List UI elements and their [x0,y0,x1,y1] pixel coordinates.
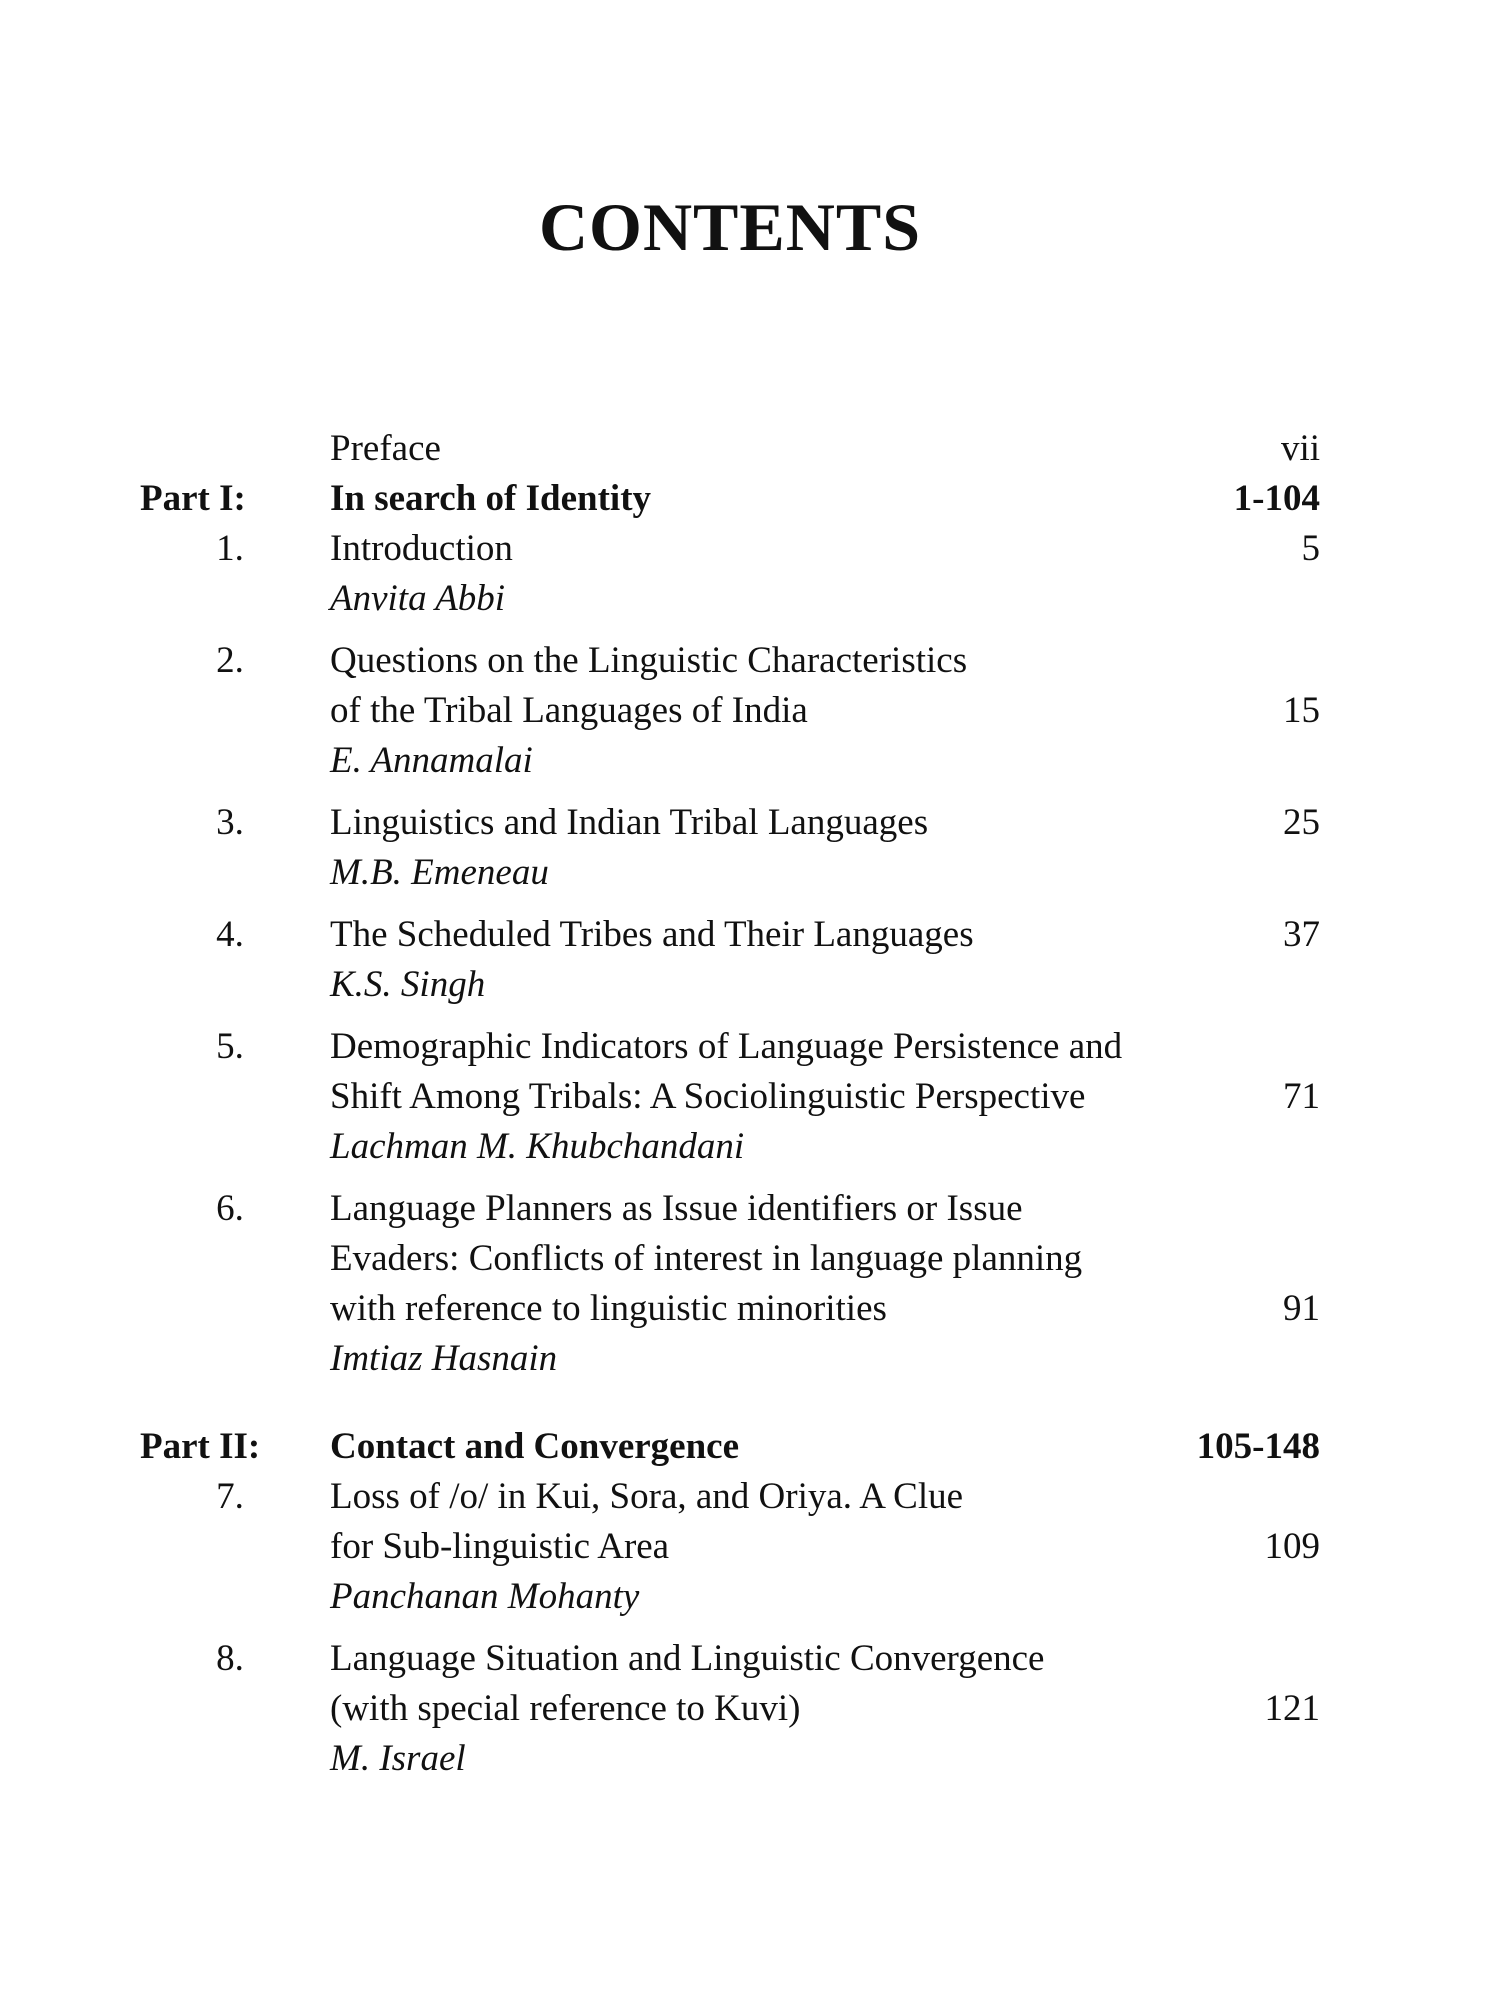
part-2-pages: 105-148 [1196,1426,1320,1467]
entry-author: Imtiaz Hasnain [330,1338,558,1379]
entry-page: 5 [1301,528,1320,569]
entry-title-continued: Shift Among Tribals: A Sociolinguistic Perspective [330,1076,1086,1117]
part-1-pages: 1-104 [1233,478,1320,519]
entry-number: 7. [216,1476,244,1517]
entry-page: 25 [1283,802,1320,843]
entry-number: 4. [216,914,244,955]
entry-title-continued: Evaders: Conflicts of interest in language planning [330,1238,1083,1279]
entry-title: The Scheduled Tribes and Their Languages [330,914,974,955]
entry-author: M. Israel [330,1738,466,1779]
toc-entry-3-author [0,848,1500,898]
page-title: CONTENTS [538,189,922,265]
entry-title-continued: for Sub-linguistic Area [330,1526,670,1567]
toc-entry-5-line-2 [0,1072,1500,1122]
entry-title: Linguistics and Indian Tribal Languages [330,802,929,843]
toc-entry-8 [0,1634,1500,1684]
part-1-title: In search of Identity [330,478,652,519]
entry-page: 121 [1264,1688,1320,1729]
entry-number: 1. [216,528,244,569]
toc-entry-7 [0,1472,1500,1522]
part-2-heading [0,1422,1500,1472]
part-1-heading [0,474,1500,524]
entry-author: Anvita Abbi [330,578,506,619]
toc-entry-6-author [0,1334,1500,1384]
toc-entry-4-author [0,960,1500,1010]
entry-title: Loss of /o/ in Kui, Sora, and Oriya. A Clue [330,1476,964,1517]
entry-title-continued: with reference to linguistic minorities [330,1288,887,1329]
toc-entry-5 [0,1022,1500,1072]
toc-entry-8-line-2 [0,1684,1500,1734]
toc-entry-4 [0,910,1500,960]
entry-author: K.S. Singh [330,964,486,1005]
part-2-label: Part II: [140,1426,261,1467]
toc-preface [0,424,1500,474]
part-2-title: Contact and Convergence [330,1426,740,1467]
entry-number: 8. [216,1638,244,1679]
toc-entry-2 [0,636,1500,686]
entry-page: 71 [1283,1076,1320,1117]
entry-title-continued: (with special reference to Kuvi) [330,1688,801,1729]
entry-number: 3. [216,802,244,843]
preface-page: vii [1280,428,1320,469]
toc-entry-1-author [0,574,1500,624]
toc-entry-8-author [0,1734,1500,1784]
entry-title: Questions on the Linguistic Characteristics [330,640,968,681]
entry-page: 15 [1283,690,1320,731]
entry-title: Introduction [330,528,513,569]
toc-entry-3 [0,798,1500,848]
entry-author: Panchanan Mohanty [330,1576,640,1617]
part-1-label: Part I: [140,478,246,519]
toc-entry-2-author [0,736,1500,786]
toc-entry-6 [0,1184,1500,1234]
entry-page: 37 [1283,914,1320,955]
toc-entry-1 [0,524,1500,574]
entry-title: Language Planners as Issue identifiers or Issue [330,1188,1023,1229]
preface-title: Preface [330,428,441,469]
toc-entry-2-line-2 [0,686,1500,736]
entry-title-continued: of the Tribal Languages of India [330,690,808,731]
toc-entry-5-author [0,1122,1500,1172]
entry-author: Lachman M. Khubchandani [330,1126,745,1167]
entry-page: 109 [1264,1526,1320,1567]
toc-entry-6-line-3 [0,1284,1500,1334]
entry-number: 2. [216,640,244,681]
entry-number: 5. [216,1026,244,1067]
toc-entry-6-line-2 [0,1234,1500,1284]
entry-title: Language Situation and Linguistic Convergence [330,1638,1045,1679]
toc-entry-7-line-2 [0,1522,1500,1572]
entry-author: E. Annamalai [330,740,533,781]
entry-number: 6. [216,1188,244,1229]
entry-author: M.B. Emeneau [330,852,549,893]
entry-title: Demographic Indicators of Language Persistence and [330,1026,1123,1067]
entry-page: 91 [1283,1288,1320,1329]
toc-entry-7-author [0,1572,1500,1622]
